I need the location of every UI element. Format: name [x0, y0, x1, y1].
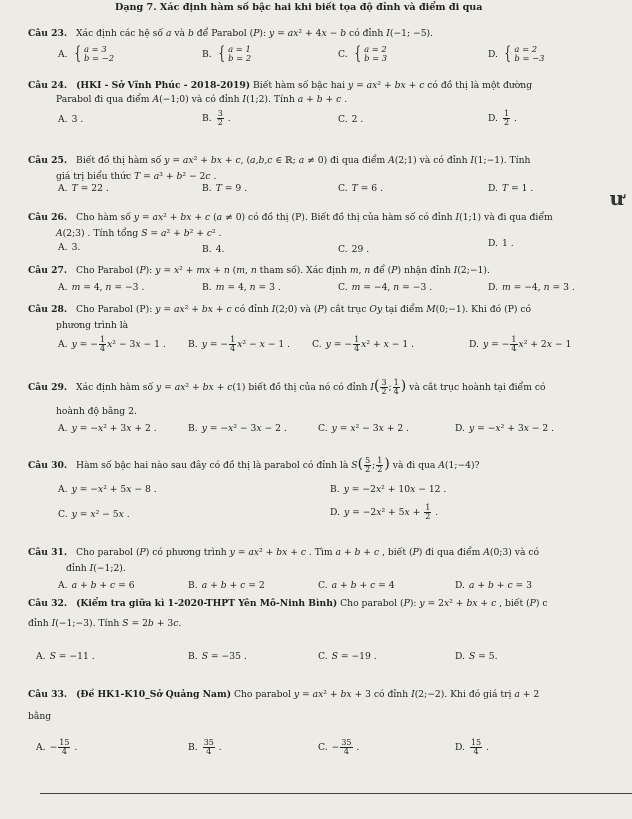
- question-28: Câu 28. Cho Parabol (P): y = ax² + bx + c có đỉnh I(2;0) và (P) cắt trục Oy tại điểm M(0;−1). Khi đó (P) có: [28, 304, 532, 315]
- option-b[interactable]: B. S = −35 .: [188, 651, 247, 662]
- question-28-line2: phương trình là: [56, 320, 129, 331]
- option-d[interactable]: D. a + b + c = 3: [455, 580, 532, 591]
- option-d[interactable]: D. m = −4, n = 3 .: [488, 282, 575, 293]
- margin-mark: ư: [609, 186, 624, 210]
- question-32-line2: đỉnh I(−1;−3). Tính S = 2b + 3c.: [28, 618, 182, 629]
- option-a[interactable]: A. y = −x² + 3x + 2 .: [58, 423, 157, 434]
- question-24-line2: Parabol đi qua điểm A(−1;0) và có đỉnh I(1;2). Tính a + b + c .: [56, 94, 348, 105]
- option-b[interactable]: B. $\frac{35}{4}$ .: [188, 738, 222, 756]
- question-24: Câu 24. (HKI - Sở Vĩnh Phúc - 2018-2019) Biết hàm số bậc hai y = ax² + bx + c có đồ thị là một đường: [28, 80, 533, 91]
- question-33-line2: bằng: [28, 711, 52, 722]
- question-31-line2: đỉnh I(−1;2).: [66, 563, 126, 574]
- option-d[interactable]: D. T = 1 .: [488, 183, 534, 194]
- option-c[interactable]: C. y = x² − 3x + 2 .: [318, 423, 410, 434]
- question-26: Câu 26. Cho hàm số y = ax² + bx + c (a ≠ 0) có đồ thị (P). Biết đồ thị của hàm số có đỉnh I(1;1) và đi qua điểm: [28, 212, 553, 223]
- question-33: Câu 33. (Đề HK1-K10_Sở Quảng Nam) Cho parabol y = ax² + bx + 3 có đỉnh I(2;−2). Khi đó giá trị a + 2: [28, 689, 540, 700]
- option-a[interactable]: A. m = 4, n = −3 .: [58, 282, 145, 293]
- option-b[interactable]: B. T = 9 .: [202, 183, 248, 194]
- option-a[interactable]: A. T = 22 .: [58, 183, 109, 194]
- question-25-line2: giá trị biểu thức T = a³ + b² − 2c .: [56, 171, 217, 182]
- option-c[interactable]: C. S = −19 .: [318, 651, 377, 662]
- question-25: Câu 25. Biết đồ thị hàm số y = ax² + bx + c, (a,b,c ∈ ℝ; a ≠ 0) đi qua điểm A(2;1) và có đỉnh I(1;−1). Tính: [28, 155, 531, 166]
- question-23: Câu 23. Xác định các hệ số a và b để Parabol (P): y = ax² + 4x − b có đỉnh I(−1; −5).: [28, 28, 434, 39]
- option-d[interactable]: D. $\frac{15}{4}$ .: [455, 738, 489, 756]
- option-b[interactable]: B. y = −2x² + 10x − 12 .: [330, 484, 447, 495]
- option-a[interactable]: A. 3 .: [58, 114, 84, 125]
- option-a[interactable]: A. y = − $\frac{1}{4}$ x² − 3x − 1 .: [58, 335, 166, 353]
- option-a[interactable]: A. 3.: [58, 242, 81, 253]
- option-b[interactable]: B. y = − $\frac{1}{4}$ x² − x − 1 .: [188, 335, 291, 353]
- option-c[interactable]: C. 29 .: [338, 244, 370, 255]
- option-d[interactable]: D. { a = 2 b = −3: [488, 43, 545, 64]
- option-d[interactable]: D. $\frac{1}{2}$ .: [488, 109, 517, 127]
- question-26-line2: A(2;3) . Tính tổng S = a² + b² + c² .: [56, 228, 222, 239]
- option-a[interactable]: A. { a = 3 b = −2: [58, 43, 115, 64]
- option-b[interactable]: B. a + b + c = 2: [188, 580, 265, 591]
- option-b[interactable]: B. m = 4, n = 3 .: [202, 282, 281, 293]
- divider: [40, 793, 632, 794]
- question-29-line2: hoành độ bằng 2.: [56, 406, 137, 417]
- option-d[interactable]: D. y = − $\frac{1}{4}$ x² + 2x − 1: [469, 335, 572, 353]
- option-c[interactable]: C. { a = 2 b = 3: [338, 43, 388, 64]
- option-c[interactable]: C. a + b + c = 4: [318, 580, 395, 591]
- option-a[interactable]: A. a + b + c = 6: [58, 580, 135, 591]
- option-b[interactable]: B. $\frac{3}{2}$ .: [202, 109, 231, 127]
- option-a[interactable]: A. S = −11 .: [36, 651, 95, 662]
- question-32: Câu 32. (Kiểm tra giữa kì 1-2020-THPT Yên Mô-Ninh Bình) Cho parabol (P): y = 2x² + bx + c , biết (P) c: [28, 598, 548, 609]
- question-number: Câu 23.: [28, 28, 68, 39]
- option-c[interactable]: C. m = −4, n = −3 .: [338, 282, 433, 293]
- option-c[interactable]: C. y = − $\frac{1}{4}$ x² + x − 1 .: [312, 335, 415, 353]
- option-d[interactable]: D. S = 5.: [455, 651, 498, 662]
- option-b[interactable]: B. 4.: [202, 244, 225, 255]
- option-b[interactable]: B. y = −x² − 3x − 2 .: [188, 423, 287, 434]
- option-a[interactable]: A. − $\frac{15}{4}$ .: [36, 738, 78, 756]
- option-d[interactable]: D. 1 .: [488, 238, 514, 249]
- question-27: Câu 27. Cho Parabol (P): y = x² + mx + n (m, n tham số). Xác định m, n để (P) nhận đỉnh I(2;−1).: [28, 265, 490, 276]
- option-b[interactable]: B. { a = 1 b = 2: [202, 43, 252, 64]
- option-c[interactable]: C. y = x² − 5x .: [58, 509, 130, 520]
- question-29: Câu 29. Xác định hàm số y = ax² + bx + c(1) biết đồ thị của nó có đỉnh I( $\frac{3}{2}$ ; $\frac{1}{4}$ ) và cắt trục hoành tại điểm có: [28, 378, 546, 396]
- option-c[interactable]: C. 2 .: [338, 114, 364, 125]
- option-d[interactable]: D. y = −x² + 3x − 2 .: [455, 423, 555, 434]
- section-title: Dạng 7. Xác định hàm số bậc hai khi biết tọa độ đỉnh và điểm đi qua: [115, 2, 483, 13]
- option-a[interactable]: A. y = −x² + 5x − 8 .: [58, 484, 157, 495]
- question-31: Câu 31. Cho parabol (P) có phương trình y = ax² + bx + c . Tìm a + b + c , biết (P) đi qua điểm A(0;3) và có: [28, 547, 540, 558]
- question-30: Câu 30. Hàm số bậc hai nào sau đây có đồ thị là parabol có đỉnh là S( $\frac{5}{2}$ ; $\frac{1}{2}$ ) và đi qua A(1;−4)?: [28, 456, 480, 474]
- option-c[interactable]: C. − $\frac{35}{4}$ .: [318, 738, 360, 756]
- option-d[interactable]: D. y = −2x² + 5x + $\frac{1}{2}$ .: [330, 503, 439, 521]
- option-c[interactable]: C. T = 6 .: [338, 183, 383, 194]
